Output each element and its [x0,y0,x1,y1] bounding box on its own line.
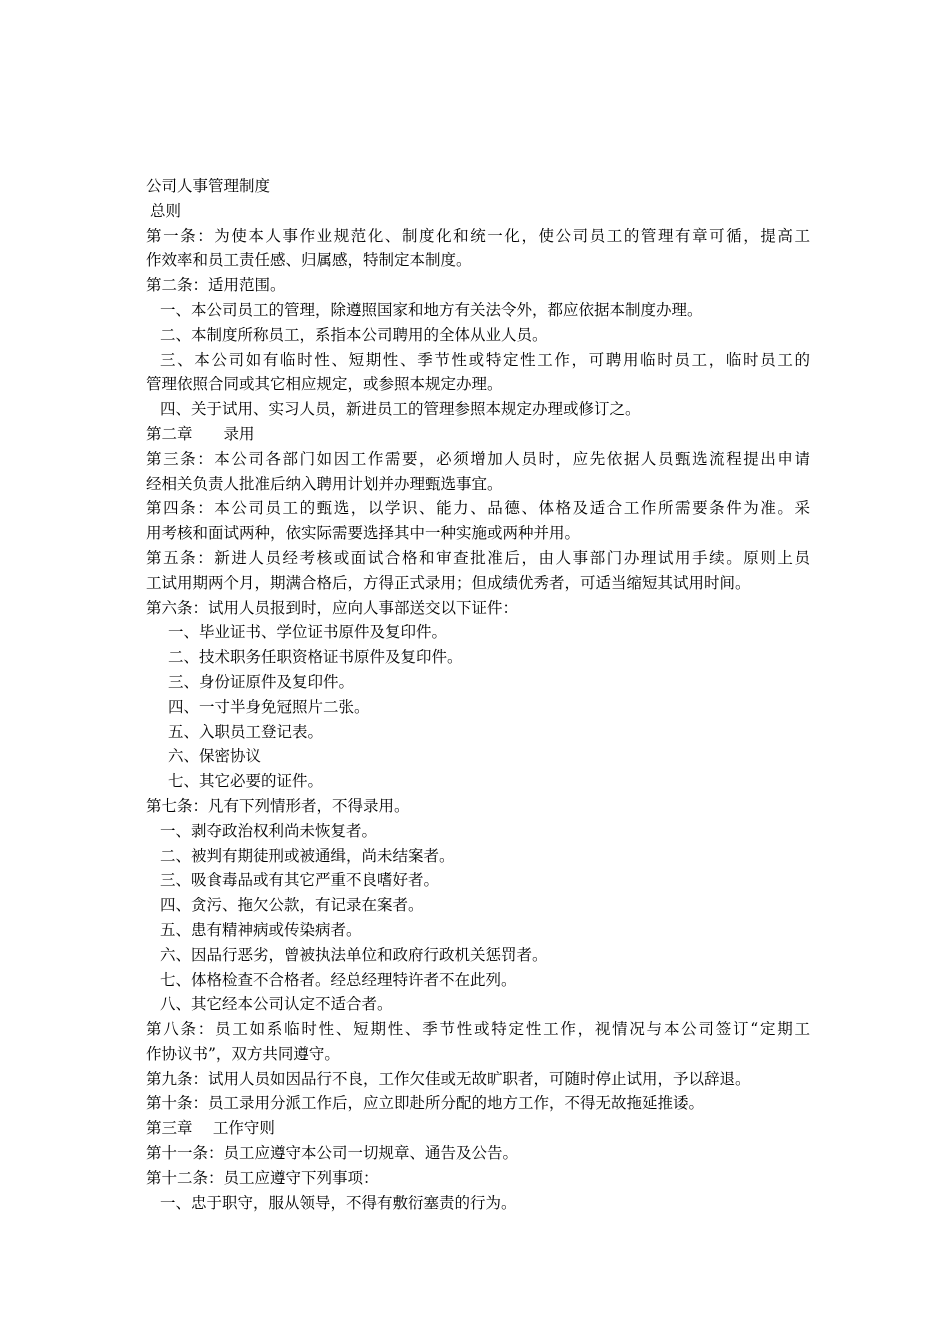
article-2-item-2: 二、本制度所称员工，系指本公司聘用的全体从业人员。 [160,325,548,344]
article-8-line-1: 第八条：员工如系临时性、短期性、季节性或特定性工作，视情况与本公司签订“定期工 [146,1020,810,1039]
article-7-item-8: 八、其它经本公司认定不适合者。 [160,995,393,1014]
article-2-item-3: 三、本公司如有临时性、短期性、季节性或特定性工作，可聘用临时员工，临时员工的 [160,350,810,369]
document-title: 公司人事管理制度 [146,177,271,195]
article-10: 第十条：员工录用分派工作后，应立即赴所分配的地方工作，不得无故拖延推诿。 [146,1094,705,1113]
article-6-item-6: 六、保密协议 [168,747,262,766]
article-7-item-6: 六、因品行恶劣，曾被执法单位和政府行政机关惩罚者。 [160,945,548,964]
article-6: 第六条：试用人员报到时，应向人事部送交以下证件： [146,598,519,617]
section-general: 总则 [150,201,182,220]
article-6-item-3: 三、身份证原件及复印件。 [168,672,355,691]
article-2-item-3-cont: 管理依照合同或其它相应规定，或参照本规定办理。 [146,375,503,394]
article-7-item-1: 一、剥夺政治权利尚未恢复者。 [160,821,378,840]
article-5-line-2: 工试用期两个月，期满合格后，方得正式录用；但成绩优秀者，可适当缩短其试用时间。 [146,573,751,592]
article-7-item-2: 二、被判有期徒刑或被通缉，尚未结案者。 [160,846,455,865]
article-9: 第九条：试用人员如因品行不良，工作欠佳或无故旷职者，可随时停止试用，予以辞退。 [146,1069,751,1088]
article-4-line-2: 用考核和面试两种，依实际需要选择其中一种实施或两种并用。 [146,524,581,543]
article-7-item-7: 七、体格检查不合格者。经总经理特许者不在此列。 [160,970,517,989]
article-3-line-2: 经相关负责人批准后纳入聘用计划并办理甄选事宜。 [146,474,503,493]
article-6-item-5: 五、入职员工登记表。 [168,722,324,741]
article-6-item-4: 四、一寸半身免冠照片二张。 [168,697,370,716]
chapter-2-heading: 第二章 录用 [146,424,255,443]
document-body [146,174,810,1215]
article-6-item-1: 一、毕业证书、学位证书原件及复印件。 [168,623,448,642]
chapter-3-heading: 第三章 工作守则 [146,1119,275,1138]
article-2-item-1: 一、本公司员工的管理，除遵照国家和地方有关法令外，都应依据本制度办理。 [160,300,703,319]
article-6-item-7: 七、其它必要的证件。 [168,772,324,791]
article-7-item-3: 三、吸食毒品或有其它严重不良嗜好者。 [160,871,440,890]
article-2: 第二条：适用范围。 [146,276,286,295]
article-1-line-2: 作效率和员工责任感、归属感，特制定本制度。 [146,251,472,270]
article-7-item-5: 五、患有精神病或传染病者。 [160,920,362,939]
article-12-item-1: 一、忠于职守，服从领导，不得有敷衍塞责的行为。 [160,1193,517,1212]
article-3-line-1: 第三条：本公司各部门如因工作需要，必须增加人员时，应先依据人员甄选流程提出申请 [146,449,810,468]
article-2-item-4: 四、关于试用、实习人员，新进员工的管理参照本规定办理或修订之。 [160,400,641,419]
article-6-item-2: 二、技术职务任职资格证书原件及复印件。 [168,648,463,667]
article-8-line-2: 作协议书”，双方共同遵守。 [146,1044,340,1063]
article-5-line-1: 第五条：新进人员经考核或面试合格和审查批准后，由人事部门办理试用手续。原则上员 [146,548,810,567]
article-11: 第十一条：员工应遵守本公司一切规章、通告及公告。 [146,1144,519,1163]
article-1-line-1: 第一条：为使本人事作业规范化、制度化和统一化，使公司员工的管理有章可循，提高工 [146,226,810,245]
article-4-line-1: 第四条：本公司员工的甄选，以学识、能力、品德、体格及适合工作所需要条件为准。采 [146,499,810,518]
article-7-item-4: 四、贪污、拖欠公款，有记录在案者。 [160,896,424,915]
article-7: 第七条：凡有下列情形者，不得录用。 [146,796,410,815]
article-12: 第十二条：员工应遵守下列事项： [146,1168,379,1187]
